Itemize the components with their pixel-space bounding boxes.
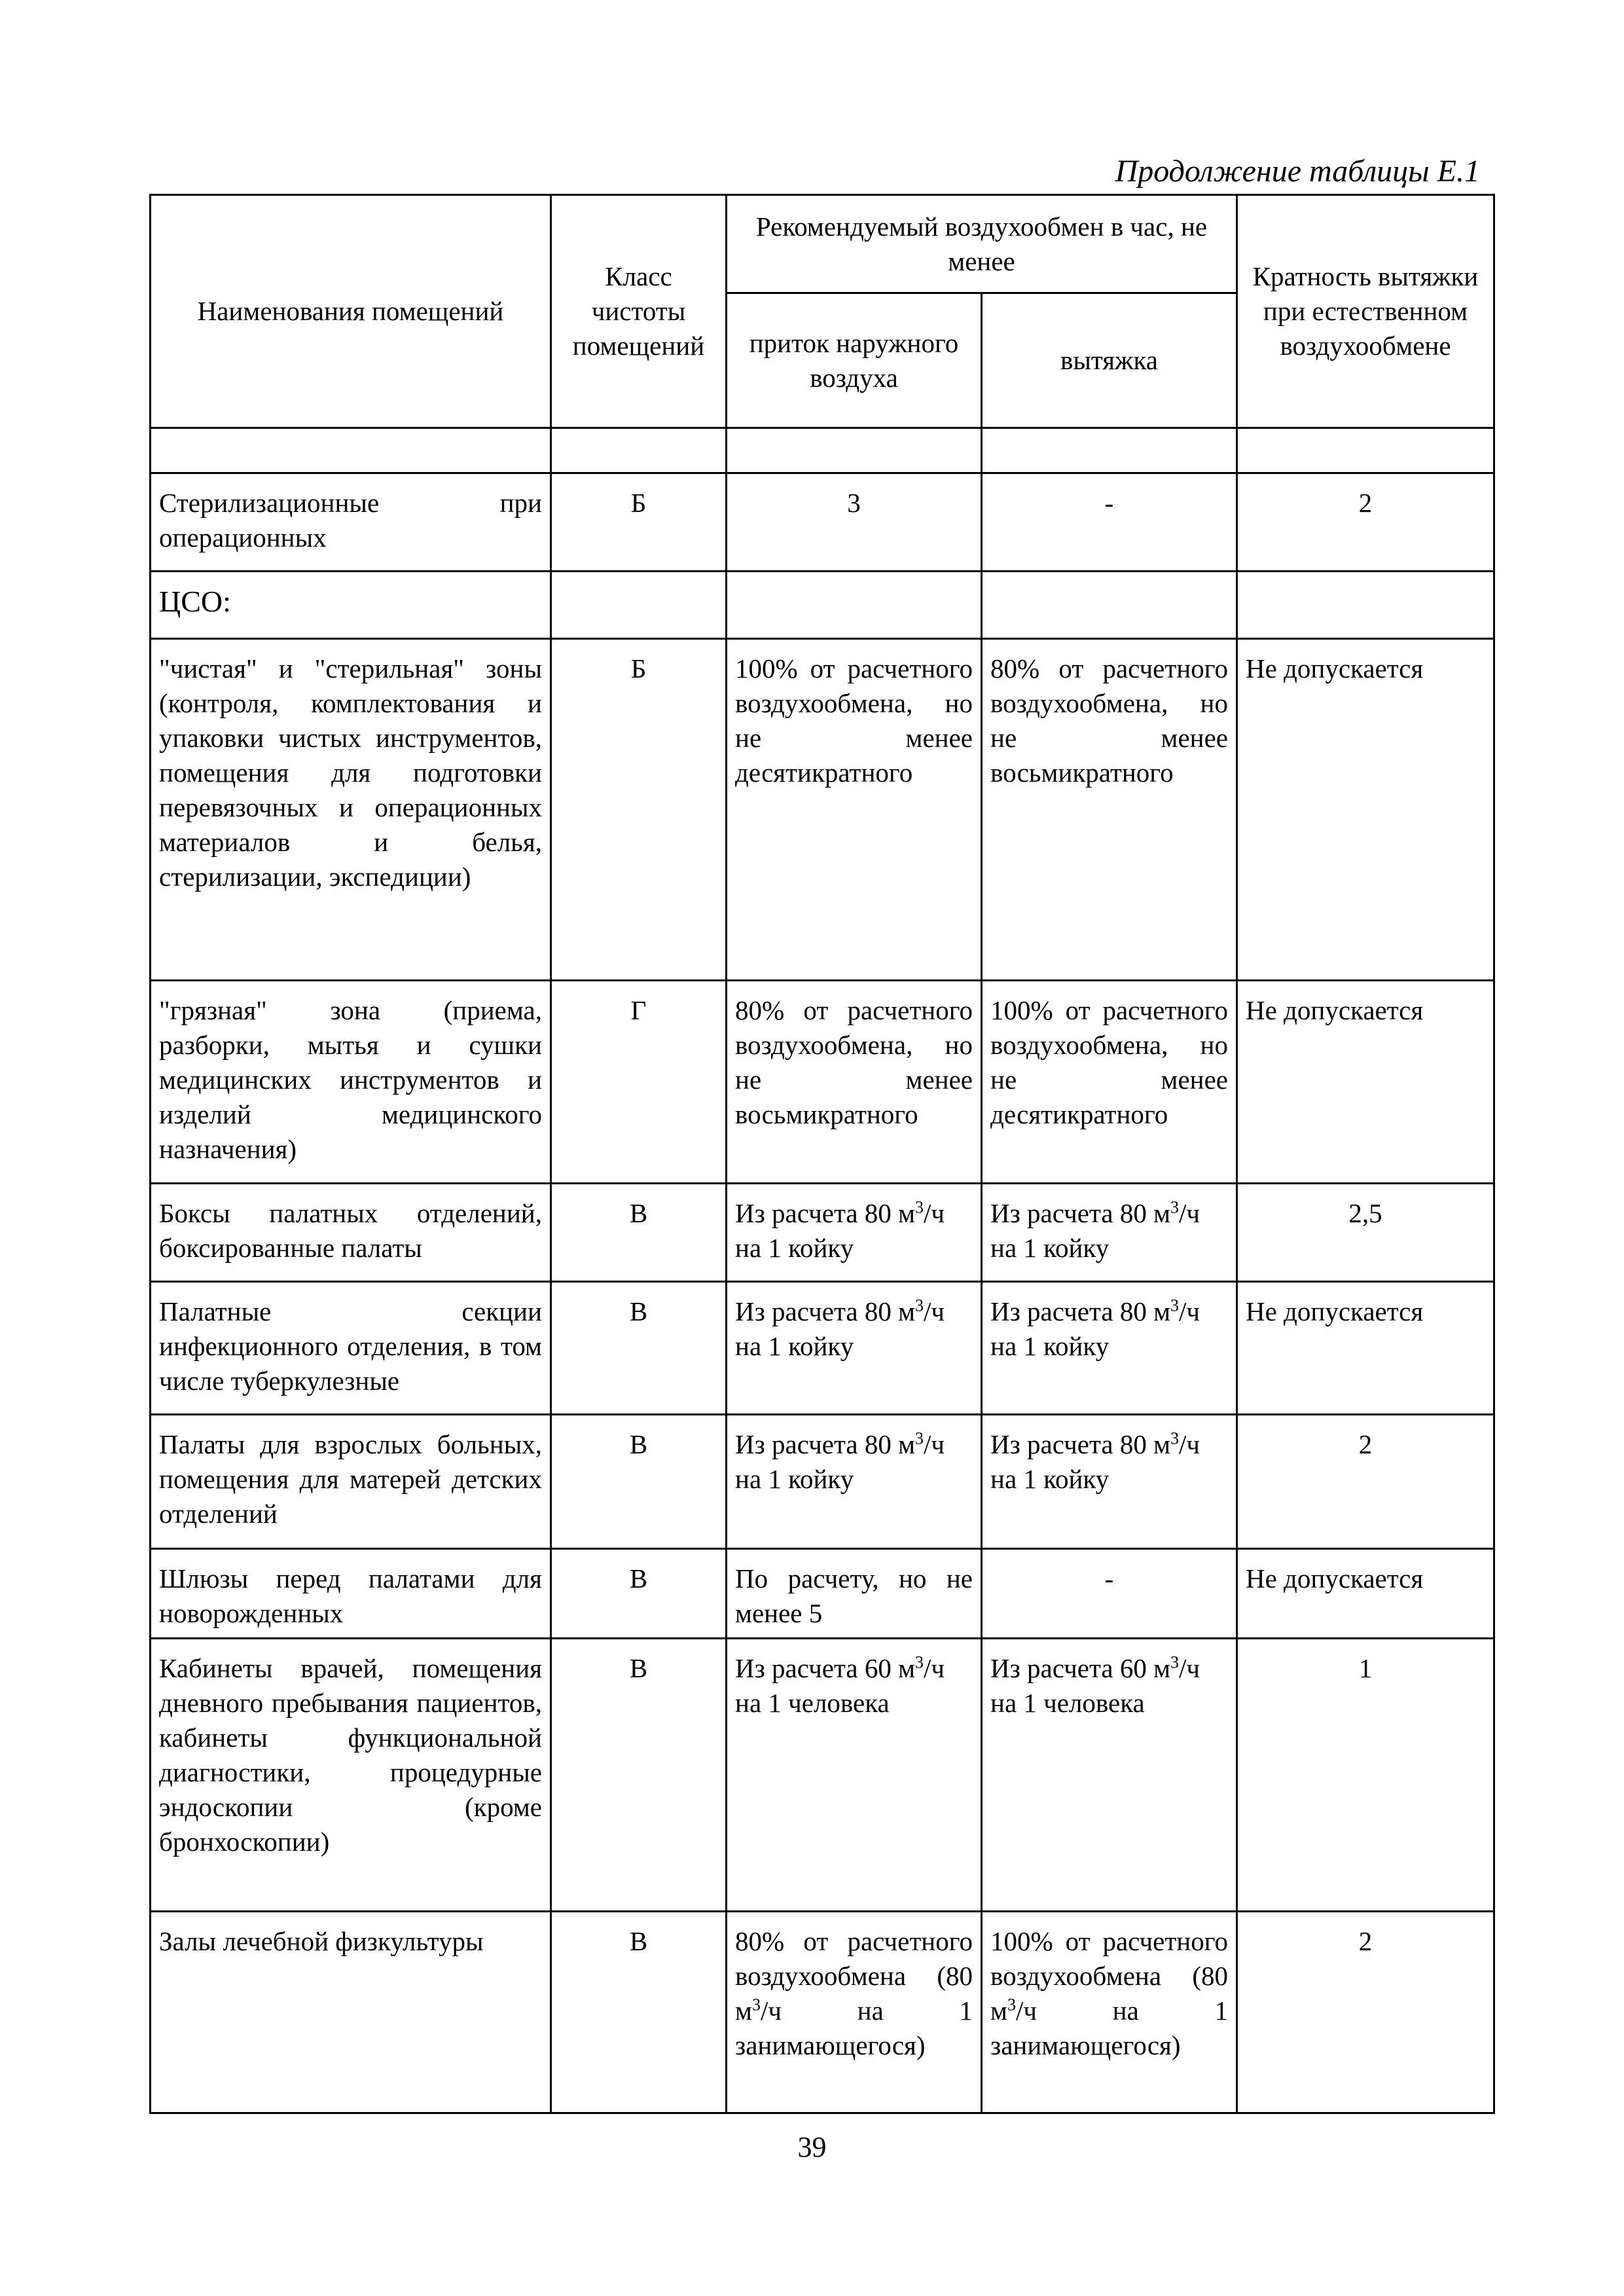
clean-class: В xyxy=(551,1184,727,1282)
clean-class: В xyxy=(551,1912,727,2113)
exhaust-value: Из расчета 60 $м^3/ч$ на 1 человека xyxy=(982,1639,1237,1912)
natural-value: Не допускается xyxy=(1237,1282,1494,1415)
supply-value: 100% от расчетного воздухообмена, но не менее десятикратного xyxy=(727,639,982,981)
exhaust-value: Из расчета 80 $м^3/ч$ на 1 койку xyxy=(982,1415,1237,1549)
supply-value: Из расчета 80 $м^3/ч$ на 1 койку xyxy=(727,1184,982,1282)
room-name: Палаты для взрослых больных, помещения для матерей детских отделений xyxy=(151,1415,551,1549)
clean-class: В xyxy=(551,1639,727,1912)
table-row xyxy=(151,1549,1494,1639)
table-row xyxy=(151,1282,1494,1415)
table-row xyxy=(151,1639,1494,1912)
natural-value: 2 xyxy=(1237,1912,1494,2113)
supply-value: По расчету, но не менее 5 xyxy=(727,1549,982,1639)
natural-value: 1 xyxy=(1237,1639,1494,1912)
natural-value: Не допускается xyxy=(1237,1549,1494,1639)
header-exhaust: вытяжка xyxy=(982,293,1237,428)
exhaust-value: 100% от расчетного воздухообмена, но не менее десятикратного xyxy=(982,981,1237,1184)
table-row xyxy=(151,1184,1494,1282)
natural-value: Не допускается xyxy=(1237,981,1494,1184)
table-row xyxy=(151,639,1494,981)
exhaust-value xyxy=(982,572,1237,639)
room-name: Шлюзы перед палатами для новорожденных xyxy=(151,1549,551,1639)
supply-value: Из расчета 60 $м^3/ч$ на 1 человека xyxy=(727,1639,982,1912)
clean-class: Б xyxy=(551,639,727,981)
table-row xyxy=(151,981,1494,1184)
exhaust-value: 80% от расчетного воздухообмена, но не менее восьмикратного xyxy=(982,639,1237,981)
supply-value: 3 xyxy=(727,473,982,572)
clean-class: В xyxy=(551,1549,727,1639)
supply-value: Из расчета 80 $м^3/ч$ на 1 койку xyxy=(727,1415,982,1549)
page-number: 39 xyxy=(797,2131,827,2163)
spacer-row xyxy=(151,428,1494,473)
room-name: "чистая" и "стерильная" зоны (контроля, комплектования и упаковки чистых инструментов, помещения для подготовки перевязочных и операционных материалов и белья, стерилизации, экспедиции) xyxy=(151,639,551,981)
room-name: Палатные секции инфекционного отделения, в том числе туберкулезные xyxy=(151,1282,551,1415)
table-row xyxy=(151,1415,1494,1549)
supply-value xyxy=(727,572,982,639)
header-room-name: Наименования помещений xyxy=(151,195,551,428)
natural-value xyxy=(1237,572,1494,639)
clean-class: В xyxy=(551,1282,727,1415)
table-caption: Продолжение таблицы Е.1 xyxy=(1115,154,1480,189)
table-row xyxy=(151,473,1494,572)
natural-value: 2 xyxy=(1237,1415,1494,1549)
room-name: Залы лечебной физкультуры xyxy=(151,1912,551,2113)
room-name: "грязная" зона (приема, разборки, мытья и сушки медицинских инструментов и изделий медицинского назначения) xyxy=(151,981,551,1184)
room-name: Боксы палатных отделений, боксированные палаты xyxy=(151,1184,551,1282)
clean-class xyxy=(551,572,727,639)
table-row xyxy=(151,1912,1494,2113)
clean-class: Г xyxy=(551,981,727,1184)
natural-value: Не допускается xyxy=(1237,639,1494,981)
natural-value: 2 xyxy=(1237,473,1494,572)
room-name: ЦСО: xyxy=(151,572,551,639)
exhaust-value: - xyxy=(982,1549,1237,1639)
room-name: Кабинеты врачей, помещения дневного пребывания пациентов, кабинеты функциональной диагностики, процедурные эндоскопии (кроме бронхоскопии) xyxy=(151,1639,551,1912)
header-natural-exhaust: Кратность вытяжки при естественном воздухообмене xyxy=(1237,195,1494,428)
supply-value: 80% от расчетного воздухообмена (80 $м^3/ч$ на 1 занимающегося) xyxy=(727,1912,982,2113)
table-row xyxy=(151,572,1494,639)
supply-value: Из расчета 80 $м^3/ч$ на 1 койку xyxy=(727,1282,982,1415)
clean-class: В xyxy=(551,1415,727,1549)
header-clean-class: Класс чистоты помещений xyxy=(551,195,727,428)
exhaust-value: 100% от расчетного воздухообмена (80 $м^3/ч$ на 1 занимающегося) xyxy=(982,1912,1237,2113)
supply-value: 80% от расчетного воздухообмена, но не менее восьмикратного xyxy=(727,981,982,1184)
ventilation-table xyxy=(149,194,1495,2114)
header-air-exchange: Рекомендуемый воздухообмен в час, не менее xyxy=(727,195,1237,293)
header-supply: приток наружного воздуха xyxy=(727,293,982,428)
exhaust-value: - xyxy=(982,473,1237,572)
exhaust-value: Из расчета 80 $м^3/ч$ на 1 койку xyxy=(982,1184,1237,1282)
exhaust-value: Из расчета 80 $м^3/ч$ на 1 койку xyxy=(982,1282,1237,1415)
room-name: Стерилизационные при операционных xyxy=(151,473,551,572)
natural-value: 2,5 xyxy=(1237,1184,1494,1282)
clean-class: Б xyxy=(551,473,727,572)
